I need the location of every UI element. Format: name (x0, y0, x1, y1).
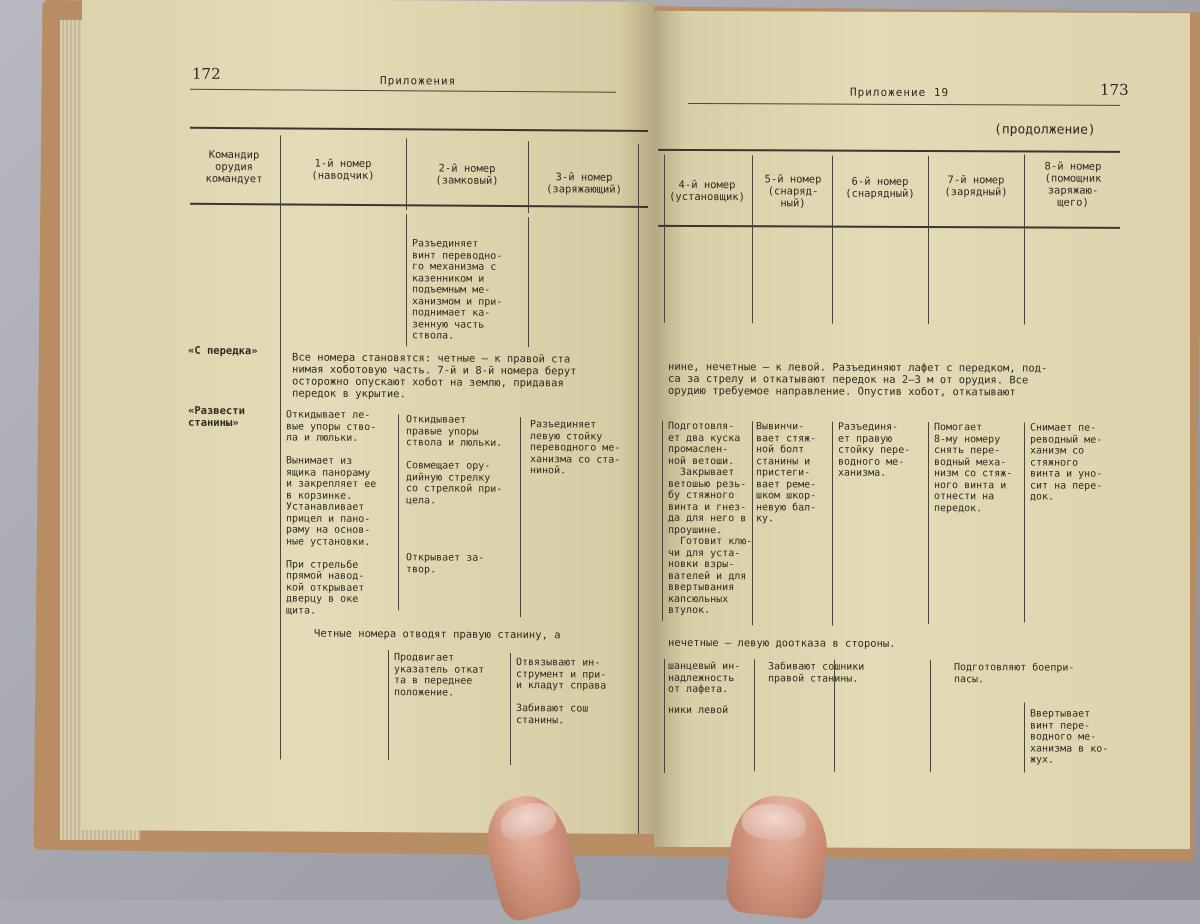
razvesti-col1-text: Откидывает ле- вые упоры ство- ла и люльки. Вынимает из ящика панораму и закрепляет ее в корзинке. Устанавливает прицел и пано- раму на основ- ные установки. При стрельбе прямой навод- кой открывает дверцу в оке щита. (286, 409, 377, 617)
razvesti-col8-text: Снимает пе- реводный ме- ханизм со стяжного винта и уно- сит на пере- док. (1030, 422, 1103, 503)
left-col-divider-3-head (528, 141, 529, 213)
nechetnye-text: нечетные — левую доотказа в стороны. (668, 636, 896, 650)
razvesti-col7-text: Помогает 8-му номеру снять пере- водный меха- низм со стяж- ного винта и отнести на передок. (934, 422, 1013, 514)
header-no3: 3-й номер (заряжающий) (546, 171, 622, 196)
razvesti-col3-text: Разъединяет левую стойку переводного ме- ханизма со ста- ниной. (530, 419, 621, 477)
right-col-divider-2 (832, 156, 833, 324)
header-no1: 1-й номер (наводчик) (311, 157, 375, 183)
bottom-col4a-text: шанцевый ин- надлежность от лафета. (668, 660, 741, 696)
left-col-divider-3-bottom (510, 653, 511, 765)
left-page (82, 0, 654, 834)
chetnye-text: Четные номера отводят правую станину, а (314, 627, 561, 642)
right-col-divider-4-row2 (1024, 422, 1025, 622)
header-no5: 5-й номер (снаряд- ный) (764, 173, 822, 210)
left-col-divider-2-row0 (406, 214, 407, 346)
right-col-divider-3-row2 (928, 422, 929, 624)
s-peredka-text-left: Все номера становятся: четные — к правой ста нимая хоботовую часть. 7-й и 8-й номера берут осторожно опускают хобот на землю, придавая передок в укрытие. (292, 351, 577, 401)
razvesti-col2-text: Откидывает правые упоры ствола и люльки. Совмещает ору- дийную стрелку со стрелкой при- цела. Открывает за- твор. (406, 414, 503, 575)
row0-col2-text: Разъединяет винт переводно- го механизма с казенником и подъемным ме- ханизмом и при- поднимает ка- зенную часть ствола. (412, 238, 503, 342)
right-col-divider-4-bottom (1024, 702, 1025, 772)
right-col-divider-3-bottom (930, 660, 931, 772)
left-col-divider-3-row0 (528, 217, 529, 347)
header-no4: 4-й номер (установщик) (669, 178, 745, 204)
header-no6: 6-й номер (снарядный) (845, 175, 915, 200)
right-table-top-rule (658, 149, 1120, 153)
right-col-divider-2-row2 (832, 422, 833, 626)
right-running-head: Приложение 19 (850, 85, 950, 100)
header-no7: 7-й номер (зарядный) (944, 174, 1008, 199)
right-col-divider-0-bottom (664, 659, 665, 773)
bottom-col4b-text: ники левой (668, 704, 729, 717)
right-col-divider-1 (752, 155, 753, 323)
right-page-number: 173 (1100, 80, 1129, 99)
continuation-label: (продолжение) (994, 122, 1096, 138)
razvesti-col4-text: Подготовля- ет два куска промаслен- ной ветоши. Закрывает ветошью резь- бу стяжного винта и гнез- да для него в проушине. Готовит клю- чи для уста- новки взры- вателей и для ввертывания капсюльных втулок. (668, 420, 753, 617)
right-col-divider-3 (928, 156, 929, 324)
s-peredka-text-right: нине, нечетные — к левой. Разъединяют лафет с передком, под- са за стрелу и откатывают передок на 2—3 м от орудия. Все орудию требуемое направление. Опустив хобот, откатывают (668, 360, 1048, 399)
left-col-divider-4 (638, 144, 639, 834)
right-col-divider-1-bottom (754, 659, 755, 771)
left-page-number: 172 (192, 64, 221, 83)
left-head-rule (190, 89, 616, 93)
label-razvesti-staniny: «Развести станины» (188, 404, 245, 430)
left-col-divider-2-row2 (398, 414, 399, 610)
right-page (654, 11, 1190, 849)
bottom-col7-text: Подготовляют боепри- пасы. (954, 662, 1075, 685)
bottom-col2-text: Продвигает указатель откат та в переднее положение. (394, 652, 485, 699)
left-col-divider-2-head (406, 138, 407, 210)
razvesti-col6-text: Разъединя- ет правую стойку пере- водного ме- ханизма. (838, 421, 911, 479)
left-table-header-rule (190, 203, 648, 208)
header-commander: Командир орудия командует (205, 148, 263, 186)
bottom-col8-text: Ввертывает винт пере- водного ме- ханизма в ко- жух. (1030, 708, 1109, 766)
header-no2: 2-й номер (замковый) (435, 162, 499, 187)
label-s-peredka: «С передка» (188, 344, 258, 358)
left-col-divider-1 (280, 135, 281, 759)
left-running-head: Приложения (380, 74, 457, 88)
right-col-divider-0 (664, 155, 665, 323)
left-table-top-rule (190, 127, 648, 132)
left-col-divider-3-row2 (520, 417, 521, 617)
razvesti-col5-text: Вывинчи- вает стяж- ной болт станины и пристеги- вает реме- шком шкор- невую бал- ку. (756, 421, 817, 525)
header-no8: 8-й номер (помощник заряжаю- щего) (1044, 160, 1102, 209)
bottom-col5-text: Забивают сошники правой станины. (768, 661, 865, 685)
right-col-divider-0-row2 (662, 421, 663, 621)
bottom-col3-text: Отвязывают ин- струмент и при- и кладут справа Забивают сош станины. (516, 657, 607, 726)
right-table-header-rule (658, 225, 1120, 229)
left-col-divider-2-bottom (388, 650, 389, 760)
right-head-rule (688, 103, 1120, 106)
right-col-divider-4 (1024, 154, 1025, 324)
